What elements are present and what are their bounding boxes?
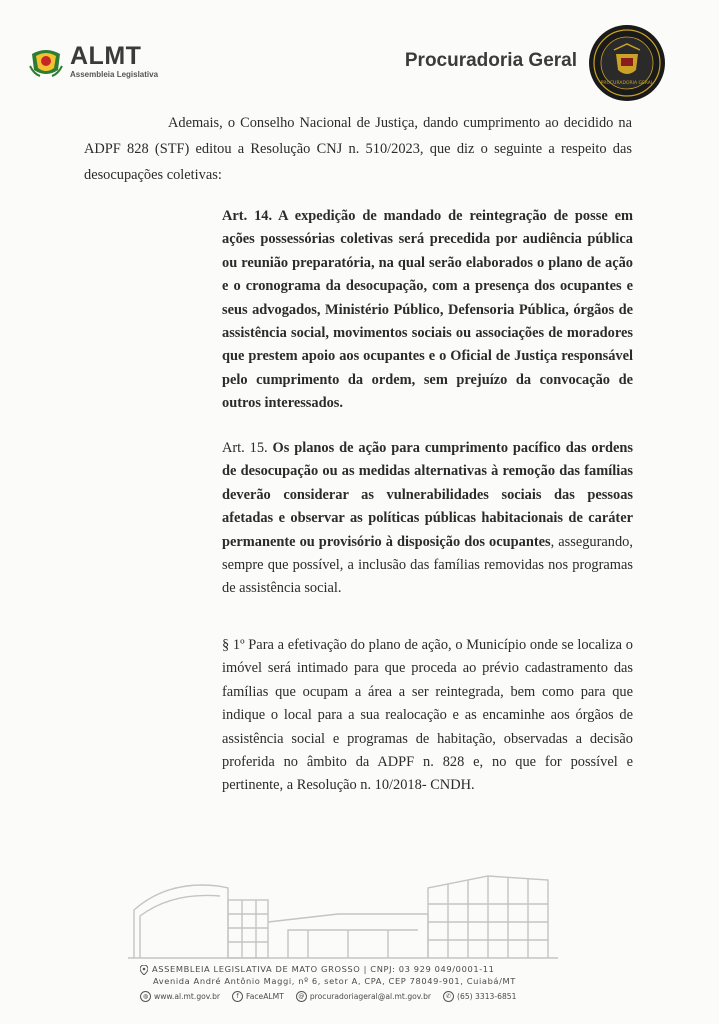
logo-subtitle: Assembleia Legislativa bbox=[70, 70, 159, 79]
intro-paragraph: Ademais, o Conselho Nacional de Justiça, dando cumprimento ao decidido na ADPF 828 (STF) editou a Resolução CNJ n. 510/2023, que diz o seguinte a respeito das desocupações coletivas: bbox=[84, 115, 632, 183]
footer-org-cnpj: ASSEMBLEIA LEGISLATIVA DE MATO GROSSO | CNPJ: 03 929 049/0001-11 bbox=[152, 964, 495, 974]
assembly-building-illustration bbox=[128, 870, 558, 962]
almt-logo bbox=[28, 40, 178, 84]
footer-contacts bbox=[140, 991, 516, 1002]
footer-address: Avenida André Antônio Maggi, nº 6, setor A, CPA, CEP 78049-901, Cuiabá/MT bbox=[153, 976, 516, 986]
phone-link[interactable] bbox=[443, 991, 516, 1002]
email-link[interactable] bbox=[296, 991, 431, 1002]
article-15-label: Art. 15. bbox=[222, 440, 268, 456]
website-link[interactable] bbox=[140, 991, 220, 1002]
page-title: Procuradoria Geral bbox=[404, 50, 577, 71]
procuradoria-seal-icon bbox=[588, 24, 666, 102]
at-icon: @ bbox=[296, 991, 307, 1002]
paragraph-1-quote: § 1º Para a efetivação do plano de ação, o Município onde se localiza o imóvel será intimado para que proceda ao prévio cadastramento das famílias que ocupam a área a ser reintegrada, bem como para que indique o local para a sua realocação e as encaminhe aos órgãos de assistência social e programas de habitação, observadas a decisão proferida no âmbito da ADPF n. 828 e, no que for possível e pertinente, a Resolução n. 10/2018- CNDH. bbox=[222, 637, 633, 794]
logo-name: ALMT bbox=[70, 42, 142, 70]
location-pin-icon bbox=[140, 965, 148, 975]
phone-icon: ✆ bbox=[443, 991, 454, 1002]
email-text: procuradoriageral@al.mt.gov.br bbox=[309, 992, 432, 1001]
globe-icon: ◍ bbox=[140, 991, 151, 1002]
footer-line-1 bbox=[140, 964, 495, 975]
article-15-quote bbox=[222, 437, 633, 601]
article-15-bold-text: Os planos de ação para cumprimento pacífico das ordens de desocupação ou as medidas alternativas à remoção das famílias deverão considerar as vulnerabilidades sociais das pessoas afetadas e observar as políticas públicas habitacionais de caráter permanente ou provisório à disposição dos ocupantes bbox=[222, 440, 633, 550]
facebook-text: FaceALMT bbox=[246, 992, 284, 1001]
website-text: www.al.mt.gov.br bbox=[154, 992, 221, 1001]
article-14-text: Art. 14. A expedição de mandado de reintegração de posse em ações possessórias coletivas será precedida por audiência pública ou reunião preparatória, na qual serão elaborados o plano de ação e o cronograma da desocupação, com a presença dos ocupantes e seus advogados, Ministério Público, Defensoria Pública, órgãos de assistência social, movimentos sociais ou associações de moradores que prestem apoio aos ocupantes e o Oficial de Justiça responsável pelo cumprimento da ordem, sem prejuízo da convocação de outros interessados. bbox=[222, 208, 633, 412]
article-15-rest-text: , assegurando, sempre que possível, a inclusão das famílias removidas nos programas de assistência social. bbox=[222, 533, 633, 597]
facebook-link[interactable] bbox=[232, 991, 284, 1002]
article-14-quote bbox=[222, 205, 633, 416]
state-coat-of-arms-icon bbox=[28, 44, 64, 80]
seal-text: PROCURADORIA GERAL bbox=[600, 81, 654, 86]
phone-text: (65) 3313-6851 bbox=[457, 992, 517, 1001]
facebook-icon: f bbox=[232, 991, 243, 1002]
